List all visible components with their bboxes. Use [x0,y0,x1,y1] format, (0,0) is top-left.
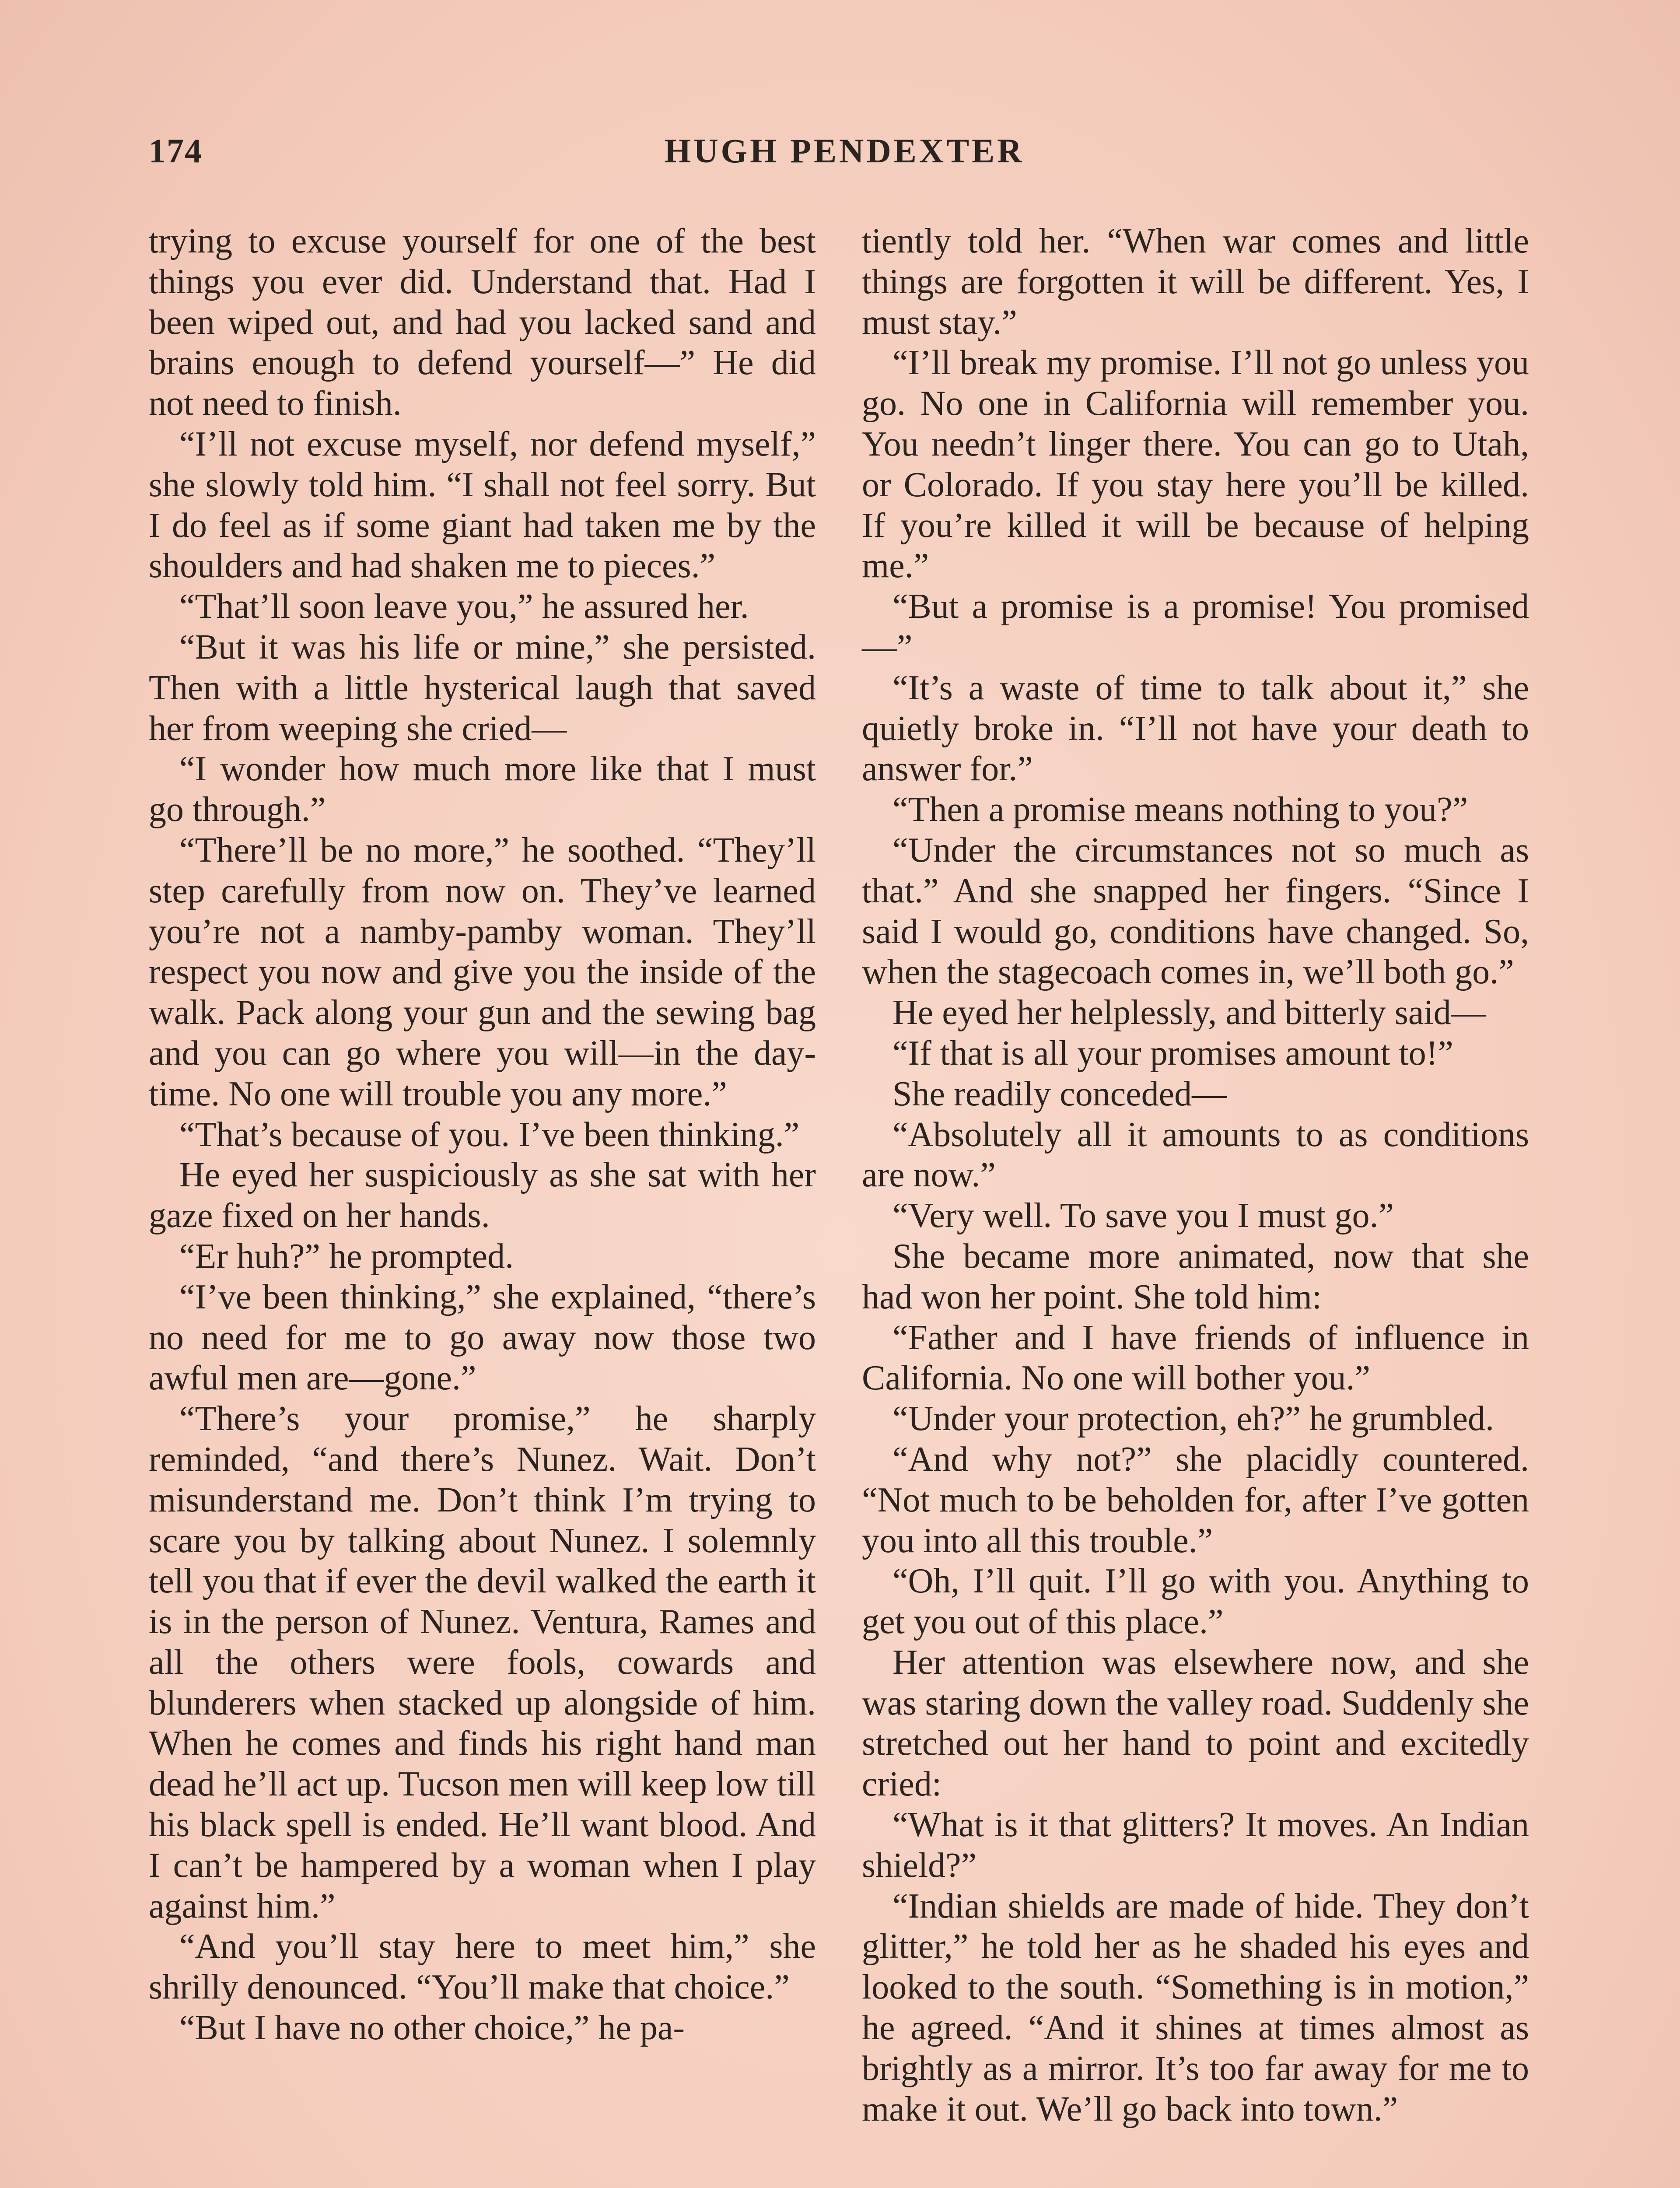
paragraph: “There’s your promise,” he sharply reminded, “and there’s Nunez. Wait. Don’t misunderstand me. Don’t think I’m trying to scare you by talking about Nunez. I solemnly tell you that if ever the devil walked the earth it is in the person of Nunez. Ventura, Rames and all the others were fools, cowards and blunderers when stacked up alongside of him. When he comes and finds his right hand man dead he’ll act up. Tucson men will keep low till his black spell is ended. He’ll want blood. And I can’t be hampered by a woman when I play against him.” [149,1399,816,1925]
paragraph: “I wonder how much more like that I must go through.” [149,750,816,829]
paragraph: “What is it that glitters? It moves. An Indian shield?” [862,1806,1529,1885]
paragraph: “There’ll be no more,” he soothed. “They’ll step carefully from now on. They’ve learned you’re not a namby-pamby woman. They’ll respect you now and give you the inside of the walk. Pack along your gun and the sewing bag and you can go where you will—in the day-time. No one will trouble you any more.” [149,831,816,1113]
paragraph: “If that is all your promises amount to!” [892,1034,1453,1073]
paragraph: “Er huh?” he prompted. [179,1237,514,1276]
paragraph: “Oh, I’ll quit. I’ll go with you. Anything to get you out of this place.” [862,1562,1529,1641]
paragraph: “That’ll soon leave you,” he assured her. [179,587,749,626]
right-column [862,221,1529,2129]
paragraph: “But a promise is a promise! You promised—” [862,587,1529,666]
page-number: 174 [149,132,203,170]
paragraph: tiently told her. “When war comes and little things are forgotten it will be different. Yes, I must stay.” [862,222,1529,342]
paragraph: “I’ll break my promise. I’ll not go unless you go. No one in California will remember you. You needn’t linger there. You can go to Utah, or Colorado. If you stay here you’ll be killed. If you’re killed it will be because of helping me.” [862,344,1529,586]
paragraph: He eyed her helplessly, and bitterly said— [892,993,1486,1032]
paragraph: “But I have no other choice,” he pa- [179,2009,685,2048]
running-head: HUGH PENDEXTER [664,132,1025,170]
paragraph: “Then a promise means nothing to you?” [892,790,1468,829]
paragraph: “And why not?” she placidly countered. “Not much to be beholden for, after I’ve gotten you into all this trouble.” [862,1440,1529,1560]
page-header [149,131,1540,184]
left-column [149,221,816,2048]
paragraph: “That’s because of you. I’ve been thinking.” [179,1115,800,1154]
paragraph: “Under the circumstances not so much as that.” And she snapped her fingers. “Since I said I would go, conditions have changed. So, when the stagecoach comes in, we’ll both go.” [862,831,1529,992]
paragraph: trying to excuse yourself for one of the best things you ever did. Understand that. Had I been wiped out, and had you lacked sand and brains enough to defend yourself—” He did not need to finish. [149,222,816,423]
paragraph: “But it was his life or mine,” she persisted. Then with a little hysterical laugh that saved her from weeping she cried— [149,628,816,748]
paragraph: “I’ll not excuse myself, nor defend myself,” she slowly told him. “I shall not feel sorry. But I do feel as if some giant had taken me by the shoulders and had shaken me to pieces.” [149,424,816,586]
paragraph: Her attention was elsewhere now, and she was staring down the valley road. Suddenly she stretched out her hand to point and excitedly cried: [862,1643,1529,1804]
paragraph: He eyed her suspiciously as she sat with her gaze fixed on her hands. [149,1156,816,1235]
paragraph: “I’ve been thinking,” she explained, “there’s no need for me to go away now those two awful men are—gone.” [149,1277,816,1398]
paragraph: “Under your protection, eh?” he grumbled. [892,1399,1494,1438]
paragraph: “It’s a waste of time to talk about it,” she quietly broke in. “I’ll not have your death to answer for.” [862,668,1529,789]
paragraph: “Absolutely all it amounts to as conditions are now.” [862,1115,1529,1195]
paragraph: “And you’ll stay here to meet him,” she shrilly denounced. “You’ll make that choice.” [149,1927,816,2007]
paragraph: She readily conceded— [892,1074,1227,1113]
paragraph: “Indian shields are made of hide. They don’t glitter,” he told her as he shaded his eyes and looked to the south. “Something is in motion,” he agreed. “And it shines at times almost as brightly as a mirror. It’s too far away for me to make it out. We’ll go back into town.” [862,1886,1529,2128]
paragraph: She became more animated, now that she had won her point. She told him: [862,1237,1529,1316]
paragraph: “Very well. To save you I must go.” [892,1196,1394,1235]
paragraph: “Father and I have friends of influence in California. No one will bother you.” [862,1318,1529,1398]
